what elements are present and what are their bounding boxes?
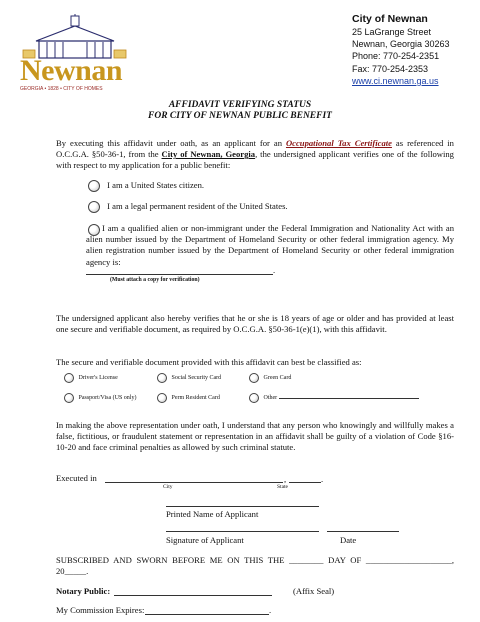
- option-permanent-resident[interactable]: [88, 201, 288, 213]
- option-citizen[interactable]: [88, 180, 204, 192]
- citizen-radio[interactable]: [88, 180, 100, 192]
- city-state-zip: Newnan, Georgia 30263: [352, 39, 450, 50]
- commission-field[interactable]: [145, 605, 272, 615]
- green-card-radio[interactable]: [249, 373, 259, 383]
- doc-other[interactable]: [249, 393, 419, 403]
- alien-option-text: I am a qualified alien or non-immigrant under the Federal Immigration and Nationality Act with an alien number issued by the Department of Homeland Security or other federal immigration agency. My alien registration number issued by the Department of Homeland Security or other federal immigration agency is:: [86, 223, 454, 267]
- logo-tagline: GEORGIA • 1828 • CITY OF HOMES: [20, 86, 103, 92]
- logo-word: Newnan: [20, 54, 123, 87]
- notary-public-label: Notary Public:: [56, 586, 111, 596]
- city-state-comma: ,: [284, 474, 287, 484]
- drivers-license-label: Driver's License: [78, 375, 118, 382]
- age-paragraph: The undersigned applicant also hereby verifies that he or she is 18 years of age or older and has provided at least one secure and verifiable document, as required by O.C.G.A. §50-36-1(e)(1), with this affidavit.: [56, 313, 454, 335]
- doc-perm-resident[interactable]: [157, 393, 220, 403]
- printed-name-field[interactable]: [166, 498, 319, 507]
- intro-text-3: , the undersigned applicant verifies one of the following with respect to my application for a public benefit:: [56, 149, 454, 171]
- printed-name-label: Printed Name of Applicant: [166, 509, 259, 519]
- date-label: Date: [340, 535, 357, 545]
- commission-label: My Commission Expires:: [56, 605, 145, 615]
- signature-field[interactable]: [166, 523, 319, 532]
- city-field[interactable]: [105, 474, 283, 483]
- intro-paragraph: [56, 138, 454, 172]
- website-link[interactable]: www.ci.newnan.ga.us: [352, 75, 439, 86]
- other-radio[interactable]: [249, 393, 259, 403]
- occupational-tax-certificate: Occupational Tax Certificate: [285, 138, 392, 148]
- doc-social-security[interactable]: [157, 373, 221, 383]
- social-security-label: Social Security Card: [171, 375, 222, 382]
- city-caption: City: [163, 484, 173, 490]
- perm-resident-label: Perm Resident Card: [171, 395, 220, 402]
- city-of-newnan: City of Newnan, Georgia: [161, 149, 256, 160]
- other-label: Other: [263, 395, 278, 402]
- sworn-statement: SUBSCRIBED AND SWORN BEFORE ME ON THIS THE ________ DAY OF ____________________, 20_____.: [56, 555, 454, 577]
- signature-label: Signature of Applicant: [166, 535, 244, 545]
- permanent-resident-radio[interactable]: [88, 201, 100, 213]
- other-field[interactable]: [279, 393, 419, 399]
- alien-number-period: .: [273, 265, 276, 275]
- date-field[interactable]: [327, 523, 399, 532]
- doc-drivers-license[interactable]: [64, 373, 118, 383]
- green-card-label: Green Card: [263, 375, 292, 382]
- attach-note: (Must attach a copy for verification): [110, 277, 200, 283]
- fax-number: Fax: 770-254-2353: [352, 63, 429, 74]
- city-name: City of Newnan: [352, 13, 428, 25]
- passport-radio[interactable]: [64, 393, 74, 403]
- perm-resident-radio[interactable]: [157, 393, 167, 403]
- intro-text-1: By executing this affidavit under oath, as an applicant for an: [56, 138, 286, 148]
- permanent-resident-label: I am a legal permanent resident of the United States.: [107, 201, 288, 211]
- executed-in-label: Executed in: [56, 473, 97, 483]
- intro-text-2: as referenced in O.C.G.A. §50-36-1, from the: [56, 138, 454, 160]
- phone-number: Phone: 770-254-2351: [352, 51, 440, 62]
- newnan-logo: [14, 14, 134, 94]
- contact-block: [352, 12, 450, 87]
- alien-number-field[interactable]: [86, 265, 276, 275]
- executed-period: .: [321, 474, 324, 484]
- notary-public-field[interactable]: [114, 587, 272, 596]
- documents-intro: The secure and verifiable document provided with this affidavit can best be classified as:: [56, 357, 362, 367]
- oath-paragraph: In making the above representation under oath, I understand that any person who knowingly and willfully makes a false, fictitious, or fraudulent statement or representation in an affidavit shall be guilty of a violation of Code §16-10-20 and face criminal penalties as allowed by such criminal statute.: [56, 420, 454, 453]
- commission-period: .: [269, 605, 272, 615]
- title-line-1: AFFIDAVIT VERIFYING STATUS: [168, 100, 312, 110]
- citizen-label: I am a United States citizen.: [107, 180, 205, 190]
- state-caption: State: [277, 484, 288, 490]
- passport-label: Passport/Visa (US only): [78, 395, 137, 402]
- form-title: [0, 100, 480, 122]
- street-address: 25 LaGrange Street: [352, 27, 432, 37]
- social-security-radio[interactable]: [157, 373, 167, 383]
- affix-seal-label: (Affix Seal): [293, 586, 335, 596]
- doc-green-card[interactable]: [249, 373, 291, 383]
- drivers-license-radio[interactable]: [64, 373, 74, 383]
- state-field[interactable]: [289, 474, 324, 484]
- title-line-2: FOR CITY OF NEWNAN PUBLIC BENEFIT: [148, 111, 332, 121]
- doc-passport[interactable]: [64, 393, 136, 403]
